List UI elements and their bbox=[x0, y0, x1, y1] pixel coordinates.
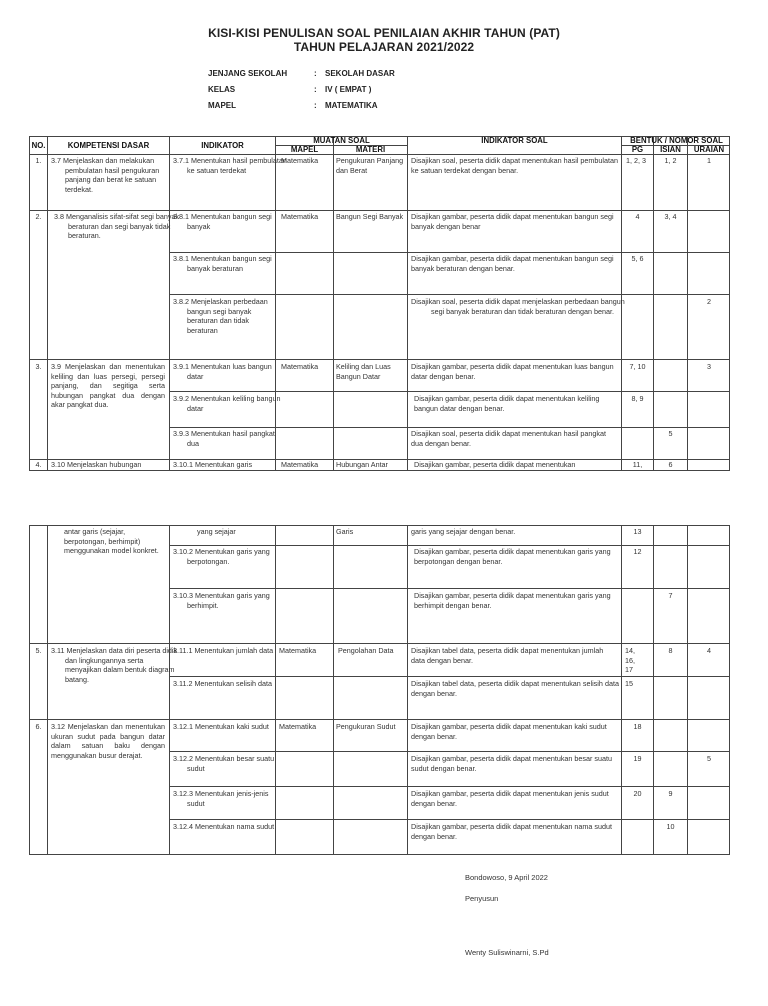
row6b-uraian: 5 bbox=[707, 754, 711, 763]
row3-no: 3. bbox=[35, 362, 42, 371]
row6d-indikator: 3.12.4 Menentukan nama sudut bbox=[173, 822, 275, 831]
row4-indikator-soal: Disajikan gambar, peserta didik dapat menentukan bbox=[414, 460, 576, 469]
row4-materi-continued: Garis bbox=[336, 527, 354, 536]
row3b-indikator-soal: Disajikan gambar, peserta didik dapat menentukan keliling bangun datar dengan benar. bbox=[414, 394, 600, 413]
row3-uraian: 3 bbox=[707, 362, 711, 371]
row4b-indikator-soal: Disajikan gambar, peserta didik dapat menentukan garis yang berpotongan dengan benar. bbox=[414, 547, 611, 566]
header-mapel: MAPEL bbox=[290, 145, 319, 154]
row3-pg: 7, 10 bbox=[629, 362, 646, 371]
row6-kd: 3.12 Menjelaskan dan menentukan ukuran sudut pada bangun datar dalam satuan baku dengan menggunakan busur derajat. bbox=[51, 722, 165, 760]
row4-pg: 11, bbox=[632, 460, 643, 469]
meta-label: KELAS bbox=[208, 85, 236, 94]
meta-colon: : bbox=[314, 69, 317, 78]
row2-indikator: 3.8.1 Menentukan bangun segi banyak bbox=[173, 212, 272, 231]
row6b-indikator: 3.12.2 Menentukan besar suatu sudut bbox=[173, 754, 275, 773]
row3-kd: 3.9 Menjelaskan dan menentukan keliling dan luas persegi, persegi panjang, dan segitiga serta hubungan pangkat dua dengan akar pangkat dua. bbox=[51, 362, 165, 410]
row2-indikator-soal: Disajikan gambar, peserta didik dapat menentukan bangun segi banyak dengan benar bbox=[411, 212, 614, 231]
row4-kd: 3.10 Menjelaskan hubungan bbox=[51, 460, 142, 469]
row5b-pg: 15 bbox=[625, 679, 633, 688]
row1-isian: 1, 2 bbox=[664, 156, 677, 165]
row5-indikator: 3.11.1 Menentukan jumlah data bbox=[173, 646, 274, 655]
row2-isian: 3, 4 bbox=[664, 212, 677, 221]
row4c-indikator-soal: Disajikan gambar, peserta didik dapat menentukan garis yang berhimpit dengan benar. bbox=[414, 591, 611, 610]
row5-uraian: 4 bbox=[707, 646, 711, 655]
meta-colon: : bbox=[314, 101, 317, 110]
row2c-indikator-soal: Disajikan soal, peserta didik dapat menjelaskan perbedaan bangun segi banyak beraturan dan tidak beraturan dengan benar. bbox=[411, 297, 625, 316]
row1-kd: 3.7 Menjelaskan dan melakukan pembulatan hasil pengukuran panjang dan berat ke satuan terdekat. bbox=[51, 156, 160, 194]
row3c-indikator-soal: Disajikan soal, peserta didik dapat menentukan hasil pangkat dua dengan benar. bbox=[411, 429, 606, 448]
row6c-indikator-soal: Disajikan gambar, peserta didik dapat menentukan jenis sudut dengan benar. bbox=[411, 789, 609, 808]
meta-value: SEKOLAH DASAR bbox=[325, 69, 395, 78]
signature-role: Penyusun bbox=[465, 894, 499, 903]
row1-pg: 1, 2, 3 bbox=[626, 156, 646, 165]
meta-value: IV ( EMPAT ) bbox=[325, 85, 372, 94]
header-kd: KOMPETENSI DASAR bbox=[67, 141, 150, 150]
row4-indikator: 3.10.1 Menentukan garis bbox=[173, 460, 253, 469]
row1-materi: Pengukuran Panjang dan Berat bbox=[336, 156, 404, 175]
meta-value: MATEMATIKA bbox=[325, 101, 378, 110]
header-indikator-soal: INDIKATOR SOAL bbox=[481, 136, 548, 145]
row2-materi: Bangun Segi Banyak bbox=[336, 212, 404, 221]
header-indikator: INDIKATOR bbox=[201, 141, 244, 150]
row5-indikator-soal: Disajikan tabel data, peserta didik dapat menentukan jumlah data dengan benar. bbox=[411, 646, 604, 665]
row6b-indikator-soal: Disajikan gambar, peserta didik dapat menentukan besar suatu sudut dengan benar. bbox=[411, 754, 612, 773]
row3-indikator-soal: Disajikan gambar, peserta didik dapat menentukan luas bangun datar dengan benar. bbox=[411, 362, 614, 381]
row5-kd: 3.11 Menjelaskan data diri peserta didik dan lingkungannya serta menyajikan dalam bentuk diagram batang. bbox=[51, 646, 178, 684]
row3c-isian: 5 bbox=[668, 429, 673, 438]
row6c-pg: 20 bbox=[633, 789, 642, 798]
row4b-pg: 12 bbox=[633, 547, 642, 556]
row5-pg: 14, 16, 17 bbox=[625, 646, 635, 675]
header-bentuk: BENTUK / NOMOR SOAL bbox=[630, 136, 723, 145]
meta-label: JENJANG SEKOLAH bbox=[208, 69, 288, 78]
row3-mapel: Matematika bbox=[281, 362, 319, 371]
row6-indikator: 3.12.1 Menentukan kaki sudut bbox=[173, 722, 269, 731]
row1-mapel: Matematika bbox=[281, 156, 319, 165]
row4-kd-continued: antar garis (sejajar, berpotongan, berhimpit) menggunakan model konkret. bbox=[64, 527, 159, 556]
row3c-indikator: 3.9.3 Menentukan hasil pangkat dua bbox=[173, 429, 275, 448]
header-pg: PG bbox=[631, 145, 644, 154]
row6d-isian: 10 bbox=[666, 822, 675, 831]
row2-pg: 4 bbox=[635, 212, 640, 221]
row5-isian: 8 bbox=[668, 646, 673, 655]
row6c-isian: 9 bbox=[668, 789, 673, 798]
row3-indikator: 3.9.1 Menentukan luas bangun datar bbox=[173, 362, 272, 381]
row4c-indikator: 3.10.3 Menentukan garis yang berhimpit. bbox=[173, 591, 270, 610]
header-uraian: URAIAN bbox=[693, 145, 725, 154]
row1-indikator: 3.7.1 Menentukan hasil pembulatan ke satuan terdekat bbox=[173, 156, 287, 175]
row4c-isian: 7 bbox=[668, 591, 673, 600]
row4-indikator-continued: yang sejajar bbox=[197, 527, 236, 536]
row6-pg: 18 bbox=[633, 722, 642, 731]
row1-indikator-soal: Disajikan soal, peserta didik dapat menentukan hasil pembulatan ke satuan terdekat dengan benar. bbox=[411, 156, 618, 175]
row5b-indikator: 3.11.2 Menentukan selisih data bbox=[173, 679, 272, 688]
row6-materi: Pengukuran Sudut bbox=[336, 722, 396, 731]
row5-no: 5. bbox=[35, 646, 42, 655]
row4-mapel: Matematika bbox=[281, 460, 319, 469]
signature-place-date: Bondowoso, 9 April 2022 bbox=[465, 873, 548, 882]
row4b-indikator: 3.10.2 Menentukan garis yang berpotongan. bbox=[173, 547, 270, 566]
row4-isian: 6 bbox=[668, 460, 673, 469]
row4-soal-continued: garis yang sejajar dengan benar. bbox=[411, 527, 516, 536]
row5-mapel: Matematika bbox=[279, 646, 317, 655]
row6b-pg: 19 bbox=[633, 754, 642, 763]
row5-materi: Pengolahan Data bbox=[338, 646, 394, 655]
meta-label: MAPEL bbox=[208, 101, 236, 110]
row2b-indikator: 3.8.1 Menentukan bangun segi banyak beraturan bbox=[173, 254, 272, 273]
document-title: KISI-KISI PENULISAN SOAL PENILAIAN AKHIR TAHUN (PAT) bbox=[208, 26, 560, 40]
header-materi: MATERI bbox=[355, 145, 386, 154]
table-page-2 bbox=[29, 525, 730, 855]
row6d-indikator-soal: Disajikan gambar, peserta didik dapat menentukan nama sudut dengan benar. bbox=[411, 822, 612, 841]
row2c-uraian: 2 bbox=[707, 297, 711, 306]
row2c-indikator: 3.8.2 Menjelaskan perbedaan bangun segi banyak beraturan dan tidak beraturan bbox=[173, 297, 268, 335]
row2-no: 2. bbox=[35, 212, 42, 221]
row3b-pg: 8, 9 bbox=[631, 394, 644, 403]
row1-uraian: 1 bbox=[707, 156, 711, 165]
header-isian: ISIAN bbox=[660, 145, 681, 154]
row4-no: 4. bbox=[35, 460, 42, 469]
meta-colon: : bbox=[314, 85, 317, 94]
header-no: NO. bbox=[31, 141, 46, 150]
row6-mapel: Matematika bbox=[279, 722, 317, 731]
header-muatan: MUATAN SOAL bbox=[313, 136, 370, 145]
row6-no: 6. bbox=[35, 722, 42, 731]
row2-kd: 3.8 Menganalisis sifat-sifat segi banyak beraturan dan segi banyak tidak beraturan. bbox=[54, 212, 180, 241]
row6-indikator-soal: Disajikan gambar, peserta didik dapat menentukan kaki sudut dengan benar. bbox=[411, 722, 607, 741]
document-subtitle: TAHUN PELAJARAN 2021/2022 bbox=[293, 40, 475, 54]
row2b-pg: 5, 6 bbox=[631, 254, 644, 263]
row3b-indikator: 3.9.2 Menentukan keliling bangun datar bbox=[173, 394, 281, 413]
row1-no: 1. bbox=[35, 156, 42, 165]
row2-mapel: Matematika bbox=[281, 212, 319, 221]
row5b-indikator-soal: Disajikan tabel data, peserta didik dapat menentukan selisih data dengan benar. bbox=[411, 679, 619, 698]
signature-name: Wenty Suliswinarni, S.Pd bbox=[465, 948, 549, 957]
row3-materi: Keliling dan Luas Bangun Datar bbox=[336, 362, 391, 381]
row6c-indikator: 3.12.3 Menentukan jenis-jenis sudut bbox=[173, 789, 269, 808]
table-page-1 bbox=[29, 136, 730, 471]
row2b-indikator-soal: Disajikan gambar, peserta didik dapat menentukan bangun segi banyak beraturan dengan benar. bbox=[411, 254, 614, 273]
row4-materi: Hubungan Antar bbox=[336, 460, 388, 469]
row4-pg-continued: 13 bbox=[633, 527, 642, 536]
